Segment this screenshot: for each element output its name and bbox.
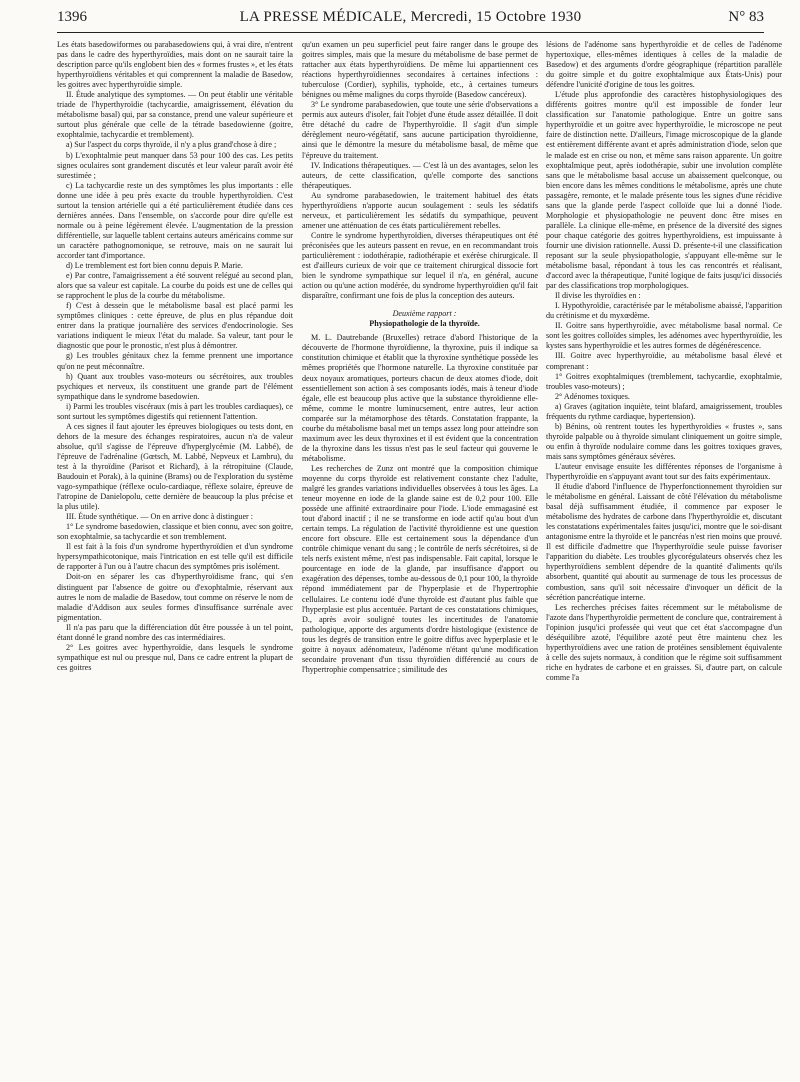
page-header	[57, 6, 764, 32]
paragraph: M. L. Dautrebande (Bruxelles) retrace d'abord l'historique de la découverte de l'hormone thyroïdienne, la thyroxine, puis il indique sa constitution chimique et établit que la thyroxine synthétique possède les mêmes propriétés que l'hormone naturelle. La thyroxine constituée par deux noyaux aromatiques, porteurs chacun de deux atomes d'iode, doit essentiellement son action à ses composants iodés, mais à teneur d'iode égale, elle est beaucoup plus active que la substance thyroïdienne elle-même, comme le montre luminucsement, entre autres, leur action comparée sur la métamorphose des têtards. Constatation frappante, la courbe du métabolisme basal met un temps assez long pour atteindre son maximum avec les deux thyroxines et il est évident que la concentration de la thyroxine dans les tissus n'est pas le seul facteur qui gouverne le métabolisme.	[302, 333, 538, 463]
paragraph: III. Goitre avec hyperthyroïdie, au métabolisme basal élevé et comprenant :	[546, 351, 782, 371]
journal-title: LA PRESSE MÉDICALE, Mercredi, 15 Octobre 1930	[239, 9, 582, 25]
paragraph: 1° Goitres exophtalmiques (tremblement, tachycardie, exophtalmie, troubles vaso-moteurs) ;	[546, 371, 782, 391]
paragraph: I. Hypothyroïdie, caractérisée par le métabolisme abaissé, l'apparition du crétinisme et du myxœdème.	[546, 301, 782, 321]
paragraph: a) Sur l'aspect du corps thyroïde, il n'y a plus grand'chose à dire ;	[66, 140, 277, 150]
paragraph: IV. Indications thérapeutiques. — C'est là un des avantages, selon les auteurs, de cette classification, qu'elle comporte des sanctions thérapeutiques.	[302, 160, 538, 190]
paragraph: b) Bénins, où rentrent toutes les hyperthyroïdies « frustes », sans thyroïde palpable ou à thyroïde simulant cliniquement un goitre simple, ou enfin à thyroïde nodulaire comme dans les goitres toxiques graves, mais sans symptômes généraux sévères.	[546, 421, 782, 461]
column-1	[57, 40, 293, 673]
report-subtitle: Physiopathologie de la thyroïde.	[369, 319, 480, 329]
paragraph: 3° Le syndrome parabasedowien, que toute une série d'observations a permis aux auteurs d'isoler, fait l'objet d'une étude assez détaillée. Il doit être détaché du cadre de l'hyperthyroïdie. Il s'agit d'un simple dérèglement neuro-végétatif, sans aucune participation thyroïdienne, ainsi que le démontre la mesure du métabolisme basal, de même que l'épreuve du traitement.	[302, 100, 538, 160]
paragraph: III. Étude synthétique. — On en arrive donc à distinguer :	[66, 512, 254, 522]
page-number: 1396	[57, 9, 87, 25]
paragraph: Les recherches précises faites récemment sur le métabolisme de l'azote dans l'hyperthyroïdie permettent de conclure que, contrairement à l'opinion jusqu'ici professée qui veut que cet état s'accompagne d'un déséquilibre azoté, l'équilibre azoté peut être maintenu chez les hyperthyroïdiens avec une ration de protéines sensiblement équivalente à celle des sujets normaux, à condition que le régime soit suffisamment riche en hydrates de carbone et en graisses. Si, d'autre part, on calcule comme l'a	[546, 602, 782, 682]
paragraph: II. Goitre sans hyperthyroïdie, avec métabolisme basal normal. Ce sont les goitres colloïdes simples, les adénomes avec hyperthyroïdie, les kystes sans hyperthyroïdie et les autres formes de dégénérescence.	[546, 321, 782, 351]
header-rule	[57, 32, 764, 33]
paragraph: Doit-on en séparer les cas d'hyperthyroïdisme franc, qui s'en distinguent par l'absence de goitre ou d'exophtalmie, réservant aux autres le nom de maladie de Basedow, tout comme on réserve le nom de maladie d'Addison aux seules formes d'insuffisance surrénale avec pigmentation.	[57, 572, 293, 622]
paragraph: h) Quant aux troubles vaso-moteurs ou sécrétoires, aux troubles psychiques et nerveux, ils constituent une grande part de l'élément sympathique dans le syndrome basedowien.	[57, 371, 293, 401]
paragraph: Les états basedowiformes ou parabasedowiens qui, à vrai dire, n'entrent pas dans le cadre des hyperthyroïdies, mais dont on ne saurait taire la description parce qu'ils englobent bien des « formes frustes », et les états hyperthyroïdiens véritables et qui comprennent la maladie de Basedow, les goitres avec hyperthyroïdie simple.	[57, 40, 293, 90]
column-2	[302, 40, 538, 675]
column-3	[546, 40, 782, 683]
paragraph: Les recherches de Zunz ont montré que la composition chimique moyenne du corps thyroïde est relativement constante chez l'adulte, malgré les grandes variations individuelles observées à tous les âges. La teneur moyenne en iode de la glande saine est de 0,2 pour 100. Elle possède une affinité extraordinaire pour l'iode. L'iode emmagasiné est tout d'abord inactif ; il ne se transforme en iode actif qu'au bout d'un certain temps. La régulation de l'activité thyroïdienne est une question encore fort obscure. Elle est certainement sous la dépendance d'un contrôle chimique venant du sang ; le contrôle de nerfs sécrétoires, si de tels nerfs existent même, n'est pas indispensable. Fait capital, lorsque le pourcentage en iode de la glande, par insuffisance d'apport ou exagération des dépenses, tombe au-dessous de 0,1 pour 100, la thyroïde répond immédiatement par de l'hyperplasie et de l'hypertrophie cellulaires. Le contenu iodé d'une thyroïde est d'autant plus faible que l'hyperplasie est plus accentuée. Partant de ces constatations chimiques, D., après avoir souligné toutes les incertitudes de l'anatomie pathologique, apporte des arguments d'ordre histologique (existence de tous les degrés de transition entre le goitre diffus avec hyperplasie et le goitre à noyaux adénomateux, l'adénome n'étant qu'une modification secondaire provenant d'un tissu thyroïdien différencié au cours de l'hypertrophie compensatrice ; similitude des	[302, 463, 538, 674]
paragraph: A ces signes il faut ajouter les épreuves biologiques ou tests dont, en dehors de la mesure des échanges respiratoires, aucun n'a de valeur absolue, qu'il s'agisse de l'épreuve d'hyperglycémie (M. Labbé), de l'épreuve de l'adrénaline (Gœtsch, M. Labbé, Nepveux et Lambru), du test à la thyroïdine (Parisot et Richard), à la rétropituine (Claude, Baudouin et Porak), à la quinine (Brams) ou de l'exploration du système vago-sympathique (réflexe oculo-cardiaque, réflexe solaire, épreuve de l'atropine de Danielopolu, cette dernière de beaucoup la plus précise et la plus utile).	[57, 421, 293, 512]
paragraph: d) Le tremblement est fort bien connu depuis P. Marie.	[66, 261, 243, 271]
paragraph: Il est fait à la fois d'un syndrome hyperthyroïdien et d'un syndrome hypersympathicotonique, mais l'intrication en est telle qu'il est difficile de rapporter à l'un ou à l'autre chacun des symptômes pris isolément.	[57, 542, 293, 572]
paragraph: c) La tachycardie reste un des symptômes les plus importants : elle donne une idée à peu près exacte du trouble hyperthyroïdien. C'est surtout la tension artérielle qui a été particulièrement étudiée dans ces dernières années. Dans l'ensemble, on s'accorde pour dire qu'elle est normale ou à peine légèrement élevée. L'augmentation de la pression différentielle, sur laquelle tablent certains auteurs américains comme sur un caractère pathognomonique, se retrouve, mais on ne saurait lui accorder tant d'importance.	[57, 180, 293, 260]
paragraph: Au syndrome parabasedowien, le traitement habituel des états hyperthyroïdiens n'apporte aucun soulagement : seuls les sédatifs nerveux, et particulièrement les sédatifs du sympathique, peuvent amener une atténuation de ces états particulièrement rebelles.	[302, 190, 538, 230]
issue-number: N° 83	[728, 9, 764, 25]
paragraph: i) Parmi les troubles viscéraux (mis à part les troubles cardiaques), ce sont surtout les symptômes digestifs qui retiennent l'attention.	[57, 401, 293, 421]
paragraph: Il étudie d'abord l'influence de l'hyperfonctionnement thyroïdien sur le métabolisme en général. Laissant de côté l'élévation du métabolisme basal déjà suffisamment étudiée, il commence par exposer le métabolisme des hydrates de carbone dans l'hyperthyroïdie et, discutant les constatations expérimentales faites jusqu'ici, montre que le soi-disant antagonisme entre la thyroïde et le pancréas n'est rien moins que prouvé. Il est difficile d'admettre que l'hyperthyroïdie seule puisse favoriser l'apparition du diabète. Les troubles glycorégulateurs observés chez les hyperthyroïdiens semblent dépendre de la quantité d'aliments qu'ils absorbent, quantité qui aboutit au surmenage de tous les processus de combustion, sans qu'il soit nécessaire d'invoquer un déficit de la sécrétion pancréatique interne.	[546, 482, 782, 602]
paragraph: Il n'a pas paru que la différenciation dût être poussée à un tel point, étant donné le grand nombre des cas intermédiaires.	[57, 622, 293, 642]
paragraph: f) C'est à dessein que le métabolisme basal est placé parmi les symptômes cliniques : cette épreuve, de plus en plus répandue doit entrer dans la pratique journalière des services d'endocrinologie. Ses variations indiquent le mieux l'état du malade. Sa valeur, tant pour le diagnostic que pour le pronostic, n'est plus à démontrer.	[57, 301, 293, 351]
paragraph: lésions de l'adénome sans hyperthyroïdie et de celles de l'adénome hypertoxique, elles-mêmes identiques à celles de la maladie de Basedow) et des arguments d'ordre géographique (répartition parallèle du goitre simple et du goitre exophtalmique aux États-Unis) pour défendre l'unicité d'origine de tous les goitres.	[546, 40, 782, 90]
paragraph: 2° Adénomes toxiques.	[555, 391, 630, 401]
paragraph: g) Les troubles génitaux chez la femme prennent une importance qu'on ne peut méconnaître.	[57, 351, 293, 371]
paragraph: e) Par contre, l'amaigrissement a été souvent relégué au second plan, alors que sa valeur est capitale. La courbe du poids est une de celles qui se rapprochent le plus de la courbe du métabolisme.	[57, 271, 293, 301]
paragraph: 1° Le syndrome basedowien, classique et bien connu, avec son goitre, son exophtalmie, sa tachycardie et son tremblement.	[57, 522, 293, 542]
paragraph: Contre le syndrome hyperthyroïdien, diverses thérapeutiques ont été préconisées que les auteurs passent en revue, en en recommandant trois particulièrement : iodothérapie, radiothérapie et exérèse chirurgicale. Il est d'ailleurs curieux de voir que ce traitement chirurgical dissocie fort bien le syndrome sympathique sur lequel il n'a, en général, aucune action ou qu'une action modérée, du syndrome hyperthyroïdien qu'il fait disparaître, confirmant une fois de plus la conception des auteurs.	[302, 230, 538, 301]
report-title: Deuxième rapport :	[392, 309, 457, 319]
paragraph: Il divise les thyroïdies en :	[555, 291, 641, 301]
paragraph: L'étude plus approfondie des caractères histophysiologiques des différents goitres montre qu'il est impossible de fonder leur classification sur l'anatomie pathologique. Entre un goitre sans hyperthyroïdie et un goitre avec hyperthyroïdie, le microscope ne peut faire de distinction nette. D'ailleurs, l'image microscopique de la glande est entièrement différente avant et après administration d'iode, selon que le malade est en crise ou non, et même sans raison apparente. Un goitre exophtalmique peut, après iodothérapie, subir une involution complète sans que le métabolisme basal accuse un abaissement quelconque, ou bien encore dans les mêmes conditions le métabolisme, après une chute passagère, remonte, et le malade présente tous les signes d'une récidive sans que la glande perde l'aspect colloïde que lui a donné l'iode. Morphologie et physiopathologie ne peuvent donc être mises en parallèle. La clinique elle-même, en présence de la diversité des signes pour chaque catégorie des goitres hyperthyroïdiens, est impuissante à fournir une division rationnelle. Aussi D. présente-t-il une classification reposant sur la seule physiopathologie, s'appuyant elle-même sur le métabolisme basal, répondant à tous les cas rencontrés et réalisant, d'accord avec la thérapeutique, l'unité logique de faits jusqu'ici dissociés par des classifications trop morphologiques.	[546, 90, 782, 291]
paragraph: L'auteur envisage ensuite les différentes réponses de l'organisme à l'hyperthyroïdie en s'appuyant avant tout sur des faits expérimentaux.	[546, 461, 782, 482]
paragraph: II. Étude analytique des symptomes. — On peut établir une véritable triade de l'hyperthyroïdie (tachycardie, amaigrissement, élévation du métabolisme basal) qui, par sa constance, prend une valeur supérieure et surtout plus générale que celle de la tétrade basedowienne (goitre, exophtalmie, tachycardie et tremblement).	[57, 90, 293, 140]
paragraph: qu'un examen un peu superficiel peut faire ranger dans le groupe des goitres simples, mais que la mesure du métabolisme de base permet de rattacher aux états hyperthyroïdiens. De même lui appartiennent ces réactions hyperthyroïdiennes secondaires à certaines infections : tuberculose (Cordier), syphilis, typhoïde, etc., à certaines tumeurs bénignes ou même malignes du corps thyroïde (Basedow cancéreux).	[302, 40, 538, 100]
paragraph: a) Graves (agitation inquiète, teint blafard, amaigrissement, troubles fréquents du rythme cardiaque, hypertension).	[546, 401, 782, 421]
paragraph: b) L'exophtalmie peut manquer dans 53 pour 100 des cas. Les petits signes oculaires sont grandement discutés et leur valeur paraît avoir été surestimée ;	[57, 150, 293, 180]
paragraph: 2° Les goitres avec hyperthyroïdie, dans lesquels le syndrome sympathique est nul ou presque nul, Dans ce cadre entrent la plupart de ces goitres	[57, 642, 293, 672]
